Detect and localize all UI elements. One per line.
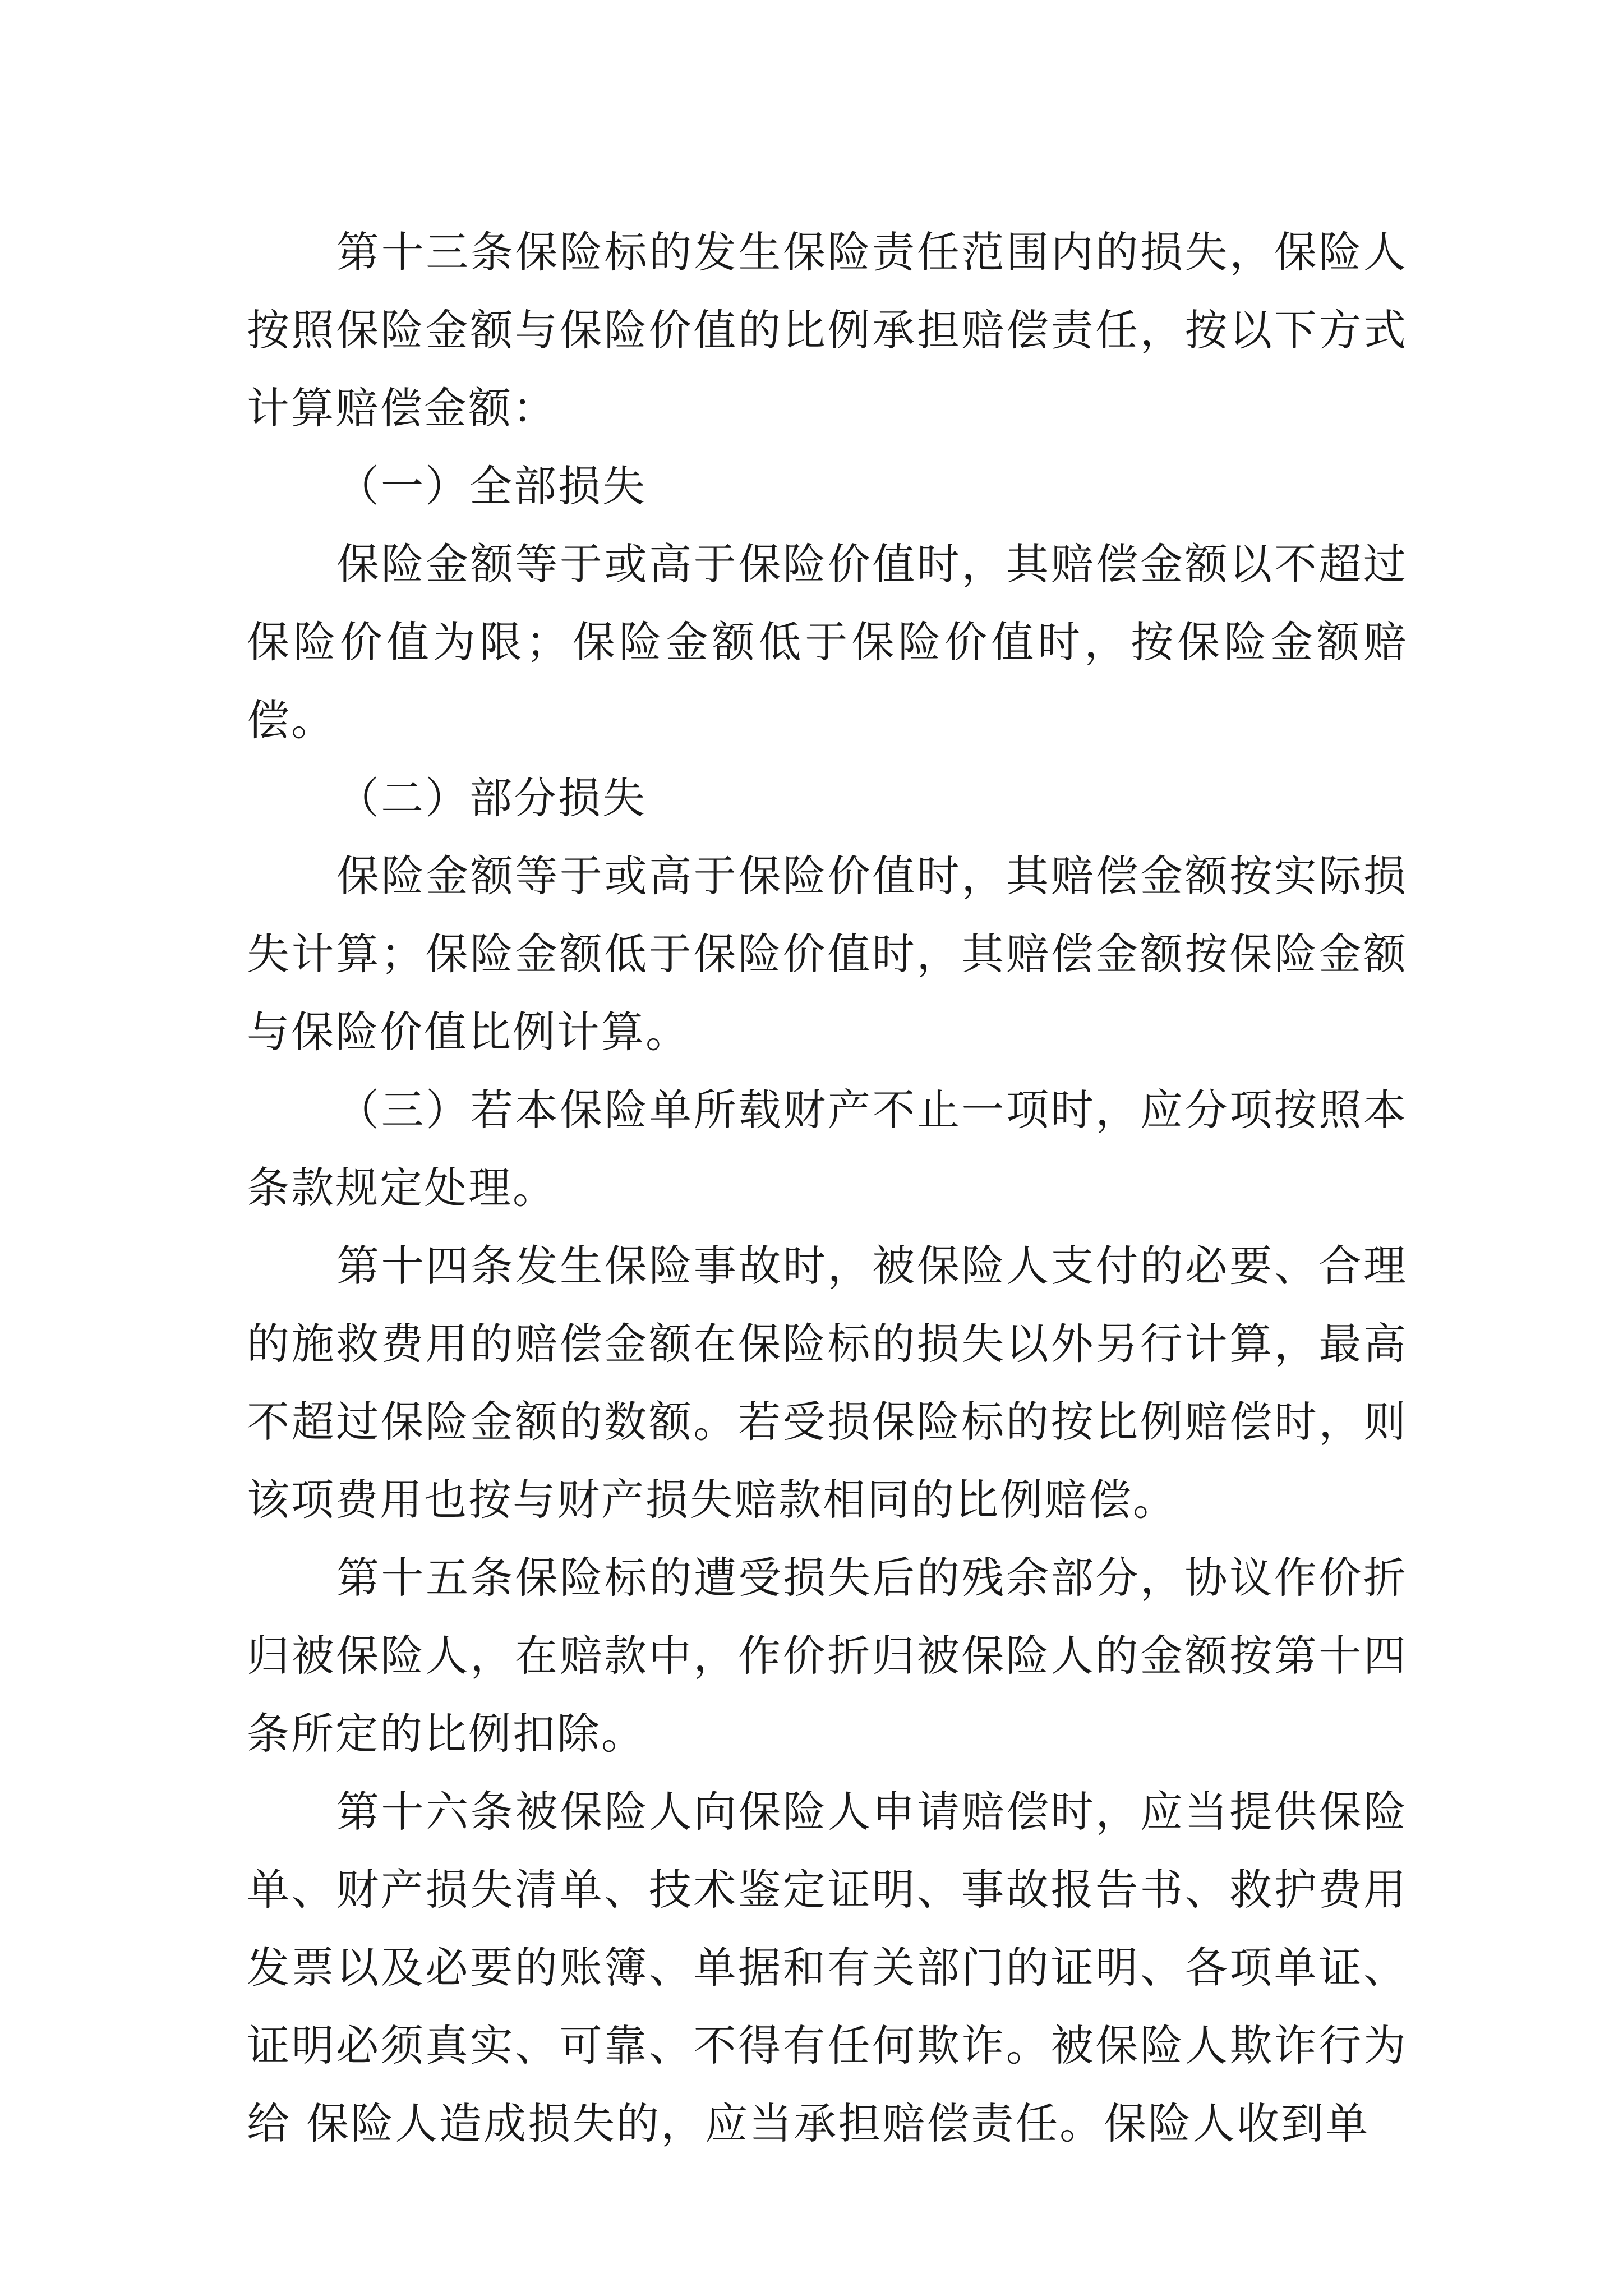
- item-3-text: （三）若本保险单所载财产不止一项时，应分项按照本条款规定处理。: [247, 1085, 1408, 1213]
- item-1-text: 保险金额等于或高于保险价值时，其赔偿金额以不超过保险价值为限；保险金额低于保险价值时，按保险金额赔偿。: [247, 539, 1408, 745]
- item-1-heading: （一）全部损失: [336, 461, 647, 511]
- article-13-intro: 第十三条保险标的发生保险责任范围内的损失，保险人按照保险金额与保险价值的比例承担赔偿责任，按以下方式计算赔偿金额：: [247, 227, 1408, 433]
- article-15-text: 第十五条保险标的遭受损失后的残余部分，协议作价折归被保险人，在赔款中，作价折归被保险人的金额按第十四条所定的比例扣除。: [247, 1553, 1408, 1759]
- item-2-text: 保险金额等于或高于保险价值时，其赔偿金额按实际损失计算；保险金额低于保险价值时，其赔偿金额按保险金额与保险价值比例计算。: [247, 851, 1408, 1057]
- item-2-heading: （二）部分损失: [336, 773, 647, 823]
- document-body: [247, 213, 1408, 2162]
- article-16-text: 第十六条被保险人向保险人申请赔偿时，应当提供保险单、财产损失清单、技术鉴定证明、事故报告书、救护费用发票以及必要的账簿、单据和有关部门的证明、各项单证、证明必须真实、可靠、不得有任何欺诈。被保险人欺诈行为给 保险人造成损失的，应当承担赔偿责任。保险人收到单: [247, 1787, 1408, 2148]
- article-14-text: 第十四条发生保险事故时，被保险人支付的必要、合理的施救费用的赔偿金额在保险标的损失以外另行计算，最高不超过保险金额的数额。若受损保险标的按比例赔偿时，则该项费用也按与财产损失赔款相同的比例赔偿。: [247, 1241, 1408, 1525]
